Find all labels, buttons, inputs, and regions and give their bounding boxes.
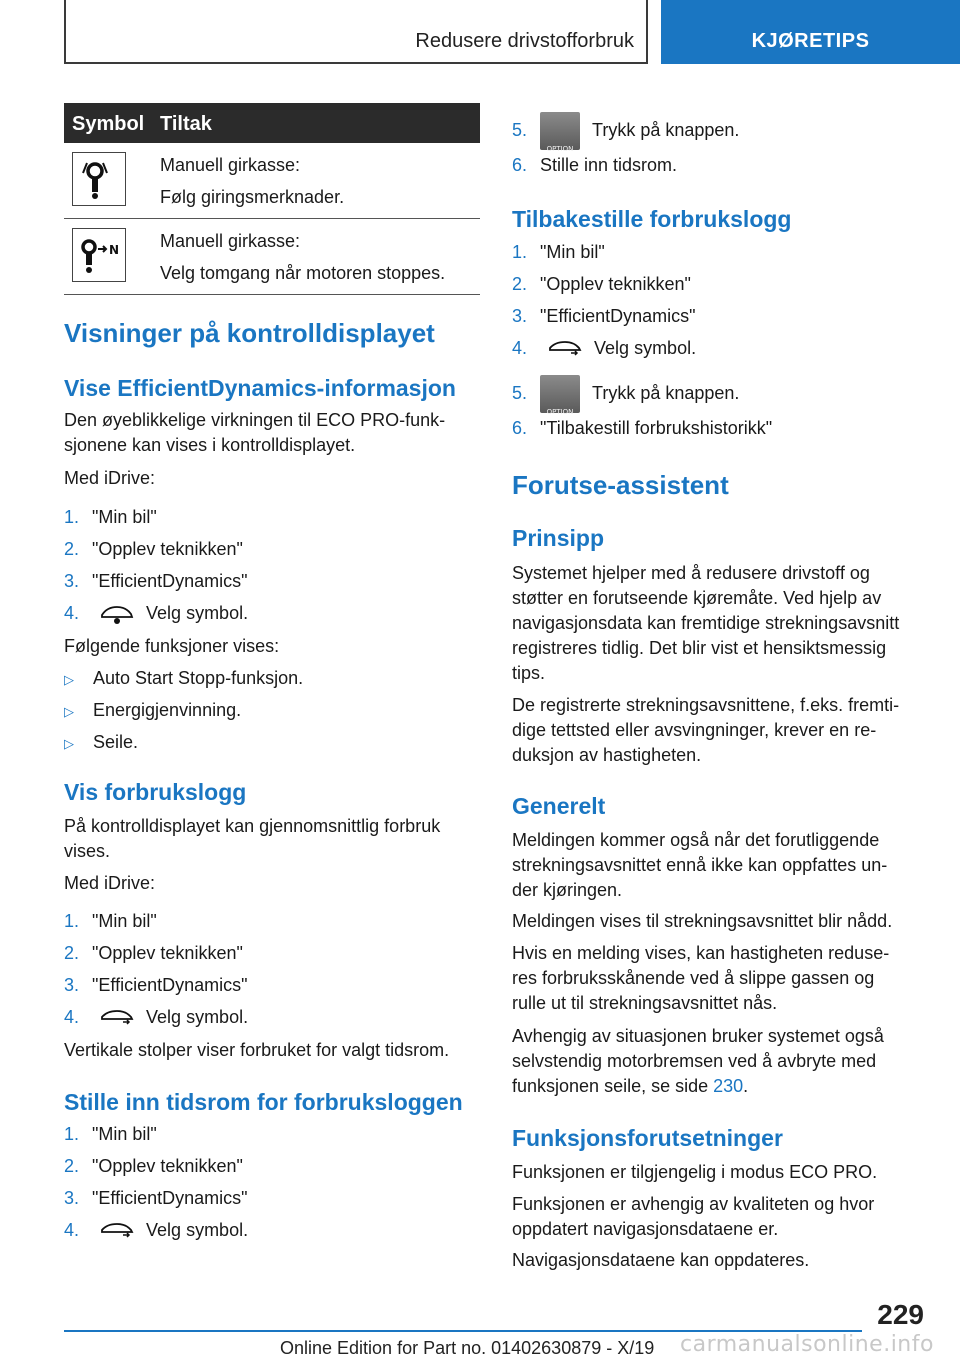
paragraph: Funksjonen er tilgjengelig i modus ECO PRO. xyxy=(512,1162,878,1182)
paragraph xyxy=(512,828,932,903)
watermark: carmanualsonline.info xyxy=(680,1332,934,1357)
table-cell-text: Velg tomgang når motoren stoppes. xyxy=(160,263,446,283)
text-fragment: funksjonen seile, se side xyxy=(512,1076,714,1096)
list-item: 4. Velg symbol. xyxy=(64,1220,249,1240)
heading-visninger: Visninger på kontrolldisplayet xyxy=(64,318,435,348)
list-item: 4. Velg symbol. xyxy=(64,1007,249,1027)
text-line: tips. xyxy=(512,663,546,683)
step-list xyxy=(512,240,772,448)
list-item: 2. "Opplev teknikken" xyxy=(64,1156,243,1176)
heading-vise-efficientdynamics: Vise EfficientDynamics-informasjon xyxy=(64,375,456,401)
step-list xyxy=(512,107,739,185)
list-item-text: Stille inn tidsrom. xyxy=(540,155,678,175)
section-title: Redusere drivstofforbruk xyxy=(415,30,634,52)
list-item-text: "Opplev teknikken" xyxy=(92,1156,243,1176)
heading-stille-inn-tidsrom: Stille inn tidsrom for forbruksloggen xyxy=(64,1089,463,1115)
text-line: registreres tidlig. Det blir vist et hensiktsmessig xyxy=(512,638,887,658)
text-line: støtter en forutseende kjøremåte. Ved hjelp av xyxy=(512,588,882,608)
step-list xyxy=(64,505,248,633)
text-line: På kontrolldisplayet kan gjennomsnittlig forbruk xyxy=(64,816,441,836)
list-item-text: "Opplev teknikken" xyxy=(540,274,691,294)
chapter-tab[interactable] xyxy=(661,0,960,64)
text-line: Meldingen kommer også når det forutliggende xyxy=(512,830,880,850)
list-item-text: "EfficientDynamics" xyxy=(540,306,696,326)
paragraph: Følgende funksjoner vises: xyxy=(64,636,280,656)
text-line: oppdatert navigasjonsdataene er. xyxy=(512,1219,779,1239)
triangle-bullet-icon: ▷ xyxy=(64,704,74,719)
paragraph: Med iDrive: xyxy=(64,873,156,893)
paragraph: Meldingen vises til strekningsavsnittet blir nådd. xyxy=(512,911,893,931)
list-item-text: Velg symbol. xyxy=(594,338,697,358)
heading-prinsipp: Prinsipp xyxy=(512,525,605,551)
list-item-text: Auto Start Stopp-funksjon. xyxy=(93,668,304,688)
paragraph xyxy=(512,941,932,1016)
header-frame xyxy=(64,0,648,64)
step-list xyxy=(64,1122,248,1250)
text-line: De registrerte strekningsavsnittene, f.eks. fremti- xyxy=(512,695,900,715)
text-line: res forbruksskånende ved å slippe gassen og xyxy=(512,968,875,988)
list-item-text: Trykk på knappen. xyxy=(592,120,740,140)
paragraph xyxy=(64,814,480,864)
bullet-list xyxy=(64,666,303,762)
list-item: 2. "Opplev teknikken" xyxy=(64,539,243,559)
heading-forutse-assistent: Forutse-assistent xyxy=(512,470,729,500)
list-item-text: Velg symbol. xyxy=(146,1007,249,1027)
list-item: 5. OPTION Trykk på knappen. xyxy=(512,370,772,416)
list-item: 3. "EfficientDynamics" xyxy=(512,306,696,326)
heading-tilbakestille: Tilbakestille forbrukslogg xyxy=(512,206,792,232)
paragraph xyxy=(512,1192,932,1242)
manual-gear-neutral-icon xyxy=(72,228,126,282)
table-cell-text: Manuell girkasse: xyxy=(160,155,301,175)
list-item-text: "Min bil" xyxy=(92,1124,157,1144)
triangle-bullet-icon: ▷ xyxy=(64,672,74,687)
text-fragment: . xyxy=(743,1076,749,1096)
heading-generelt: Generelt xyxy=(512,793,606,819)
text-line: Den øyeblikkelige virkningen til ECO PRO-funk- xyxy=(64,410,446,430)
table-cell-text: Følg giringsmerknader. xyxy=(160,187,345,207)
efficientdynamics-icon xyxy=(99,604,135,624)
table-cell-text: Manuell girkasse: xyxy=(160,231,301,251)
text-line: Avhengig av situasjonen bruker systemet også xyxy=(512,1026,884,1046)
page-number: 229 xyxy=(877,1299,924,1330)
paragraph xyxy=(64,408,480,458)
table-row xyxy=(64,219,480,295)
list-item: 4. Velg symbol. xyxy=(64,603,249,623)
heading-vis-forbrukslogg: Vis forbrukslogg xyxy=(64,779,247,805)
text-line: Systemet hjelper med å redusere drivstoff og xyxy=(512,563,870,583)
list-item: 1. "Min bil" xyxy=(64,911,157,931)
list-item: 4. Velg symbol. xyxy=(512,338,697,358)
text-line: rulle ut til strekningsavsnittet nås. xyxy=(512,993,778,1013)
chapter-tab-label: KJØRETIPS xyxy=(751,30,870,52)
list-item: 2. "Opplev teknikken" xyxy=(512,274,691,294)
text-line: Hvis en melding vises, kan hastigheten reduse- xyxy=(512,943,890,963)
paragraph xyxy=(512,693,932,768)
text-line: Funksjonen er avhengig av kvaliteten og hvor xyxy=(512,1194,875,1214)
list-item: 5. OPTION Trykk på knappen. xyxy=(512,107,739,153)
table-row xyxy=(64,143,480,219)
list-item-text: "EfficientDynamics" xyxy=(92,975,248,995)
list-item-text: "Opplev teknikken" xyxy=(92,539,243,559)
text-line xyxy=(512,1074,932,1099)
consumption-history-icon xyxy=(99,1008,135,1028)
text-line: strekningsavsnittet ennå ikke kan oppfattes un- xyxy=(512,855,888,875)
list-item-text: Velg symbol. xyxy=(146,1220,249,1240)
list-item-text: "Min bil" xyxy=(92,507,157,527)
list-item: 1. "Min bil" xyxy=(512,242,605,262)
list-item: 2. "Opplev teknikken" xyxy=(64,943,243,963)
option-label: OPTION xyxy=(546,145,574,154)
paragraph xyxy=(512,1024,932,1099)
list-item xyxy=(64,730,303,762)
list-item xyxy=(64,698,303,730)
edition-text: Online Edition for Part no. 01402630879 - X/19 xyxy=(280,1338,655,1358)
text-line: der kjøringen. xyxy=(512,880,623,900)
column-header-symbol: Symbol xyxy=(72,113,145,135)
text-line: duksjon av hastigheten. xyxy=(512,745,702,765)
consumption-history-icon xyxy=(547,339,583,359)
list-item-text: Seile. xyxy=(93,732,139,752)
option-label: OPTION xyxy=(546,408,574,417)
list-item-text: "EfficientDynamics" xyxy=(92,571,248,591)
list-item-text: Velg symbol. xyxy=(146,603,249,623)
list-item xyxy=(64,666,303,698)
paragraph: Vertikale stolper viser forbruket for valgt tidsrom. xyxy=(64,1040,450,1060)
list-item-text: Trykk på knappen. xyxy=(592,383,740,403)
text-line: dige tettsted eller avsvingninger, krever en re- xyxy=(512,720,877,740)
list-item-text: "Min bil" xyxy=(540,242,605,262)
text-line: navigasjonsdata kan fremtidige strekningsavsnitt xyxy=(512,613,900,633)
option-button-icon xyxy=(540,375,580,417)
column-header-action: Tiltak xyxy=(160,113,212,135)
triangle-bullet-icon: ▷ xyxy=(64,736,74,751)
step-list xyxy=(64,909,248,1037)
list-item-text: "EfficientDynamics" xyxy=(92,1188,248,1208)
manual-gear-icon xyxy=(72,152,126,206)
list-item: 3. "EfficientDynamics" xyxy=(64,1188,248,1208)
list-item: 6. "Tilbakestill forbrukshistorikk" xyxy=(512,418,773,438)
page-reference-link[interactable]: 230 xyxy=(713,1076,744,1096)
heading-funksjonsforutsetninger: Funksjonsforutsetninger xyxy=(512,1125,783,1151)
list-item-text: "Min bil" xyxy=(92,911,157,931)
list-item-text: Energigjenvinning. xyxy=(93,700,242,720)
list-item: 1. "Min bil" xyxy=(64,507,157,527)
list-item-text: "Opplev teknikken" xyxy=(92,943,243,963)
svg-text:N: N xyxy=(109,243,120,257)
text-line: vises. xyxy=(64,841,111,861)
text-line: sjonene kan vises i kontrolldisplayet. xyxy=(64,435,356,455)
paragraph xyxy=(512,561,932,686)
list-item: 6. Stille inn tidsrom. xyxy=(512,155,678,175)
paragraph: Navigasjonsdataene kan oppdateres. xyxy=(512,1250,810,1270)
option-button-icon xyxy=(540,112,580,154)
list-item-text: "Tilbakestill forbrukshistorikk" xyxy=(540,418,773,438)
consumption-history-icon xyxy=(99,1221,135,1241)
list-item: 1. "Min bil" xyxy=(64,1124,157,1144)
list-item: 3. "EfficientDynamics" xyxy=(64,571,248,591)
text-line: selvstendig motorbremsen ved å avbryte med xyxy=(512,1051,877,1071)
paragraph: Med iDrive: xyxy=(64,468,156,488)
list-item: 3. "EfficientDynamics" xyxy=(64,975,248,995)
symbol-table xyxy=(64,103,480,295)
table-header xyxy=(64,103,480,143)
